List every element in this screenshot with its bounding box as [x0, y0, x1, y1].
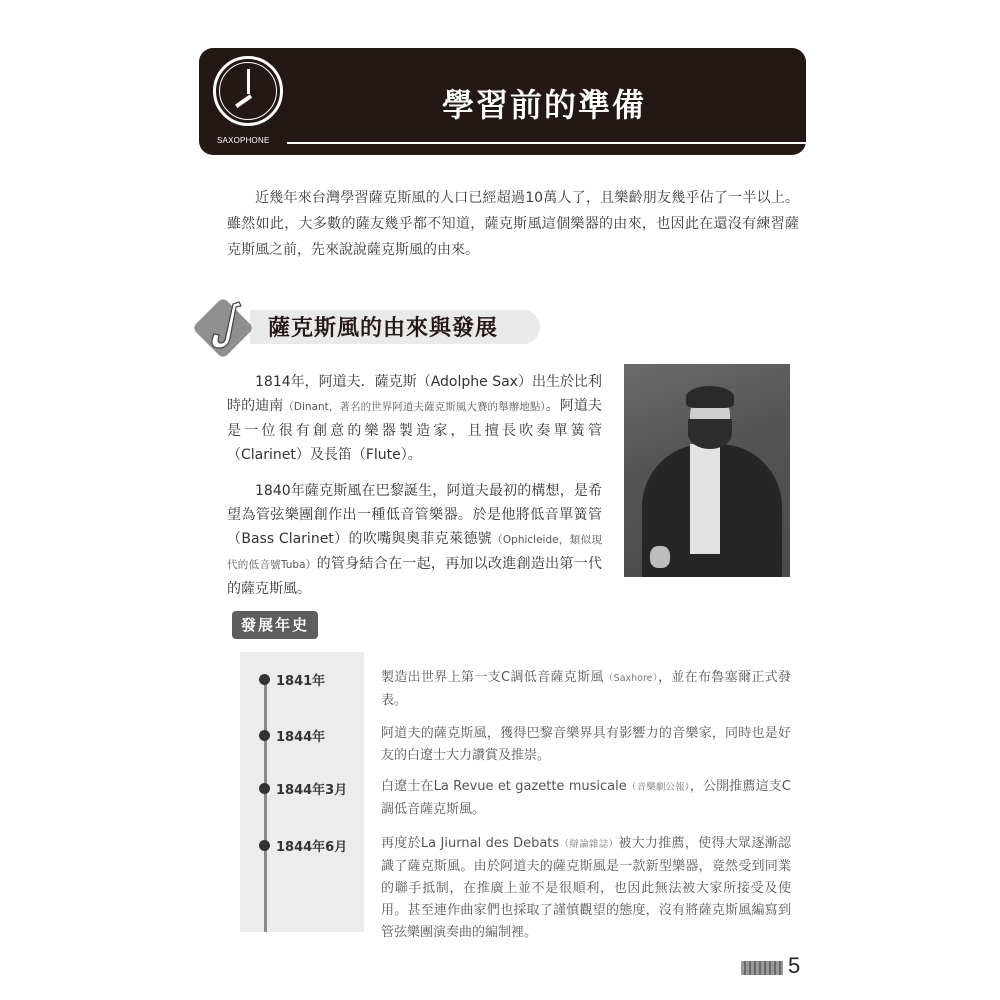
clock-icon — [213, 56, 283, 126]
chapter-header-banner — [199, 48, 806, 155]
chapter-title: 學習前的準備 — [441, 86, 646, 124]
bio-p2-text: 1840年薩克斯風在巴黎誕生，阿道夫最初的構想，是希望為管弦樂團創作出一種低音管樂器。於是他將低音單簧管（Bass Clarinet）的吹嘴與奧菲克萊德號 — [227, 483, 602, 547]
bio-p2-text-cont: 的管身結合在一起，再加以改進創造出第一代的薩克斯風。 — [227, 556, 603, 597]
biography-text — [227, 370, 602, 613]
timeline-description — [381, 833, 791, 944]
timeline-dot-icon — [259, 730, 270, 741]
timeline-text: 阿道夫的薩克斯風，獲得巴黎音樂界具有影響力的音樂家，同時也是好友的白遼士大力讚賞及推崇。 — [381, 726, 791, 763]
bio-p2-note: （Ophicleide，類似現代的低音號Tuba） — [227, 534, 602, 571]
portrait-beard — [688, 419, 732, 449]
adolphe-sax-portrait — [624, 364, 790, 577]
timeline-heading: 發展年史 — [232, 611, 318, 639]
header-divider — [287, 142, 806, 144]
bio-p1-text: 1814年，阿道夫．薩克斯（Adolphe Sax）出生於比利時的迪南 — [227, 374, 602, 414]
timeline-text: 白遼士在La Revue et gazette musicale — [381, 779, 627, 794]
timeline-text-cont: 被大力推薦，使得大眾逐漸認識了薩克斯風。由於阿道夫的薩克斯風是一款新型樂器，竟然受到同業的聯手抵制，在推廣上並不是很順利，也因此無法被大家所接受及使用。甚至連作曲家們也採取了謹慎觀望的態度，沒有將薩克斯風編寫到管弦樂團演奏曲的編制裡。 — [381, 836, 791, 940]
bio-p1-text-cont: 。阿道夫是一位很有創意的樂器製造家，且擅長吹奏單簧管（Clarinet）及長笛（Flute）。 — [227, 398, 603, 463]
saxophone-icon — [203, 298, 253, 354]
bio-paragraph-1 — [227, 370, 602, 467]
portrait-hair — [686, 386, 734, 408]
clock-minute-hand — [247, 69, 250, 94]
bio-p1-note: （Dinant，著名的世界阿道夫薩克斯風大賽的舉辦地點） — [283, 401, 546, 413]
running-footer-label — [741, 961, 783, 975]
timeline-text-cont: ，公開推薦這支C調低音薩克斯風。 — [381, 779, 791, 817]
bio-paragraph-2 — [227, 479, 602, 601]
timeline-note: （音樂劇公報） — [626, 782, 690, 793]
timeline-date: 1844年3月 — [276, 783, 348, 798]
timeline-note: （辯論雜誌） — [559, 839, 619, 850]
timeline-note: （Saxhore） — [603, 673, 658, 684]
timeline-date: 1841年 — [276, 674, 326, 689]
clock-hour-hand — [235, 94, 252, 108]
timeline-date: 1844年6月 — [276, 840, 348, 855]
section-header — [195, 296, 545, 354]
page-number: 5 — [788, 953, 801, 978]
timeline-text: 再度於La Jiurnal des Debats — [381, 836, 560, 851]
timeline-text-cont: ，並在布魯塞爾正式發表。 — [381, 670, 791, 708]
timeline-description — [381, 667, 791, 712]
timeline-dot-icon — [259, 674, 270, 685]
brand-label: SAXOPHONE — [217, 136, 270, 145]
portrait-hand — [650, 546, 670, 568]
portrait-shirt — [690, 444, 720, 554]
timeline-dot-icon — [259, 783, 270, 794]
timeline-description — [381, 776, 791, 821]
timeline-line — [264, 677, 267, 932]
timeline-description — [381, 723, 791, 768]
timeline-dot-icon — [259, 840, 270, 851]
section-title: 薩克斯風的由來與發展 — [268, 316, 499, 341]
timeline-date: 1844年 — [276, 730, 326, 745]
timeline-text: 製造出世界上第一支C調低音薩克斯風 — [381, 670, 604, 685]
intro-paragraph: 近幾年來台灣學習薩克斯風的人口已經超過10萬人了，且樂齡朋友幾乎佔了一半以上。雖然如此，大多數的薩友幾乎都不知道，薩克斯風這個樂器的由來，也因此在還沒有練習薩克斯風之前，先來說說薩克斯風的由來。 — [227, 190, 799, 258]
